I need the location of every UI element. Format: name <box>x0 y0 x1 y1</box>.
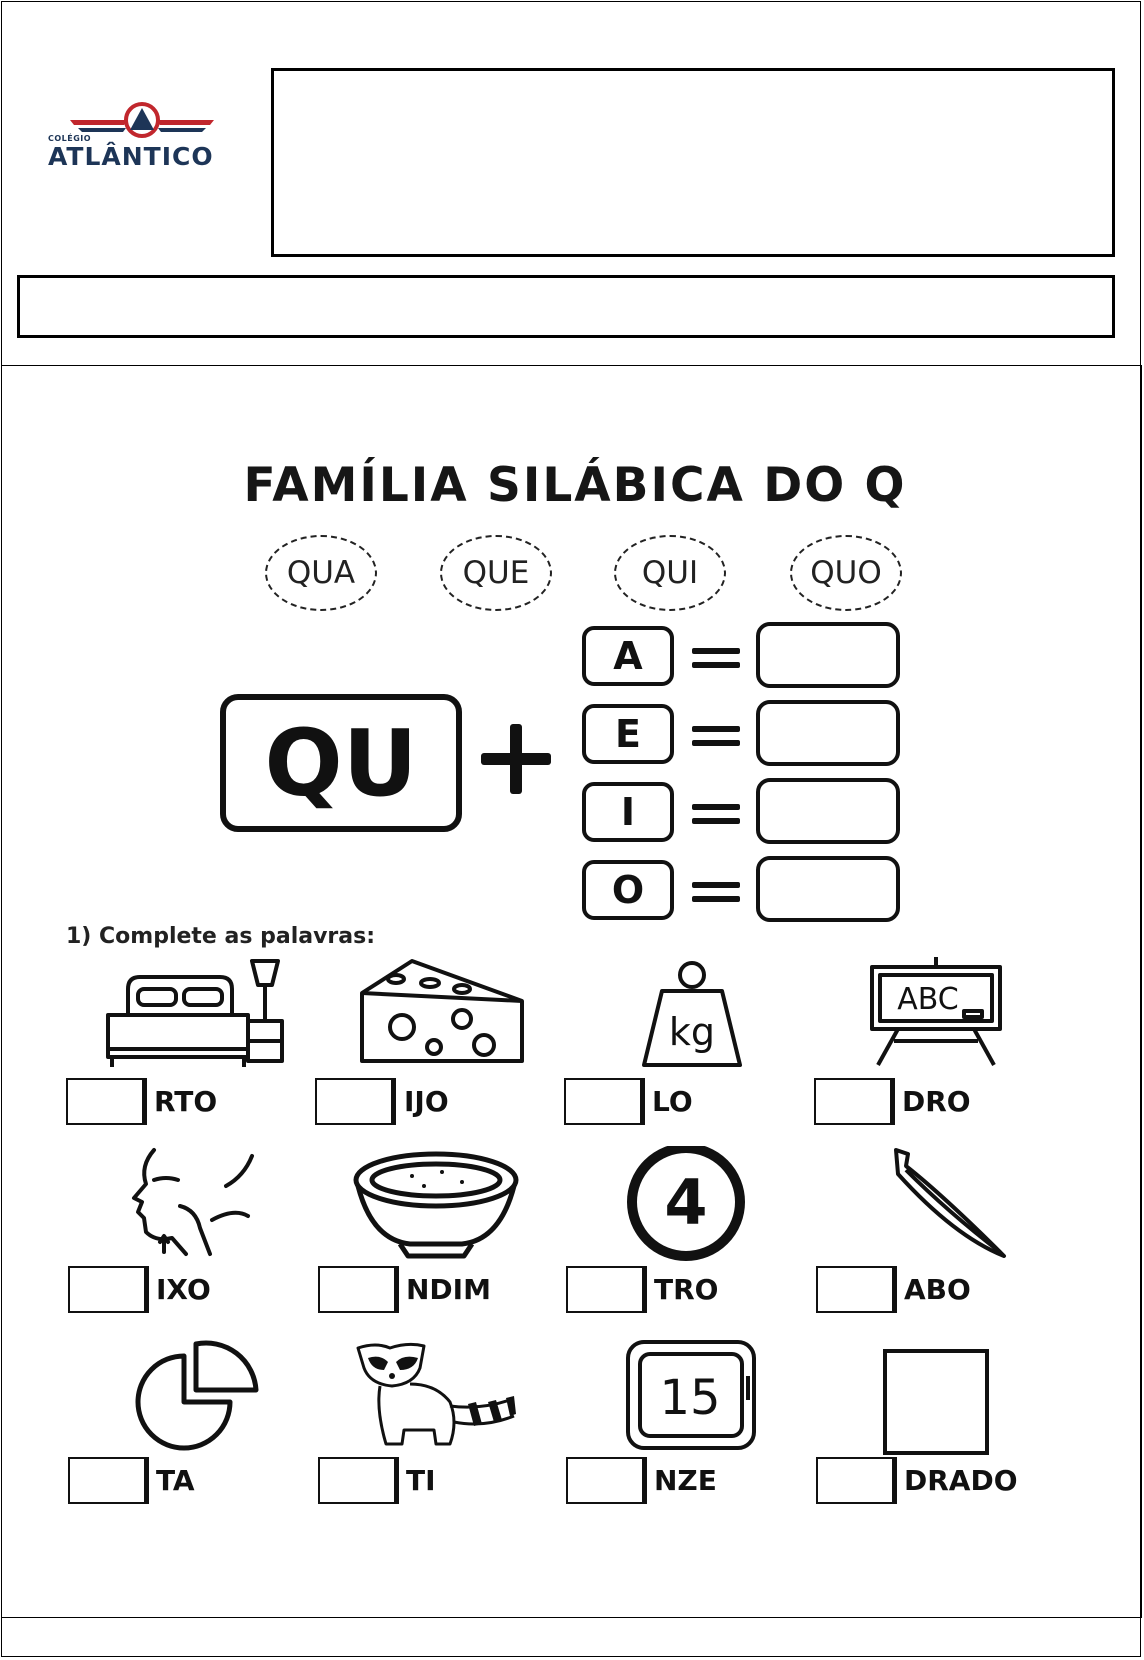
plus-icon <box>481 722 557 798</box>
word-ending: DRO <box>902 1085 971 1118</box>
footer-divider <box>1 1617 1142 1618</box>
syllable-qui: QUI <box>614 535 726 611</box>
equals-icon <box>692 802 740 826</box>
equals-icon <box>692 880 740 904</box>
student-info-box <box>271 68 1115 257</box>
word-ending: TI <box>406 1464 436 1497</box>
letter-box[interactable] <box>816 1457 894 1504</box>
letter-box[interactable] <box>318 1457 396 1504</box>
weight-kg-icon <box>622 955 822 1070</box>
vowel-i: I <box>582 782 674 842</box>
letter-box[interactable] <box>564 1078 642 1125</box>
svg-text:ABC: ABC <box>897 982 959 1017</box>
letter-box[interactable] <box>66 1078 144 1125</box>
blackboard-icon <box>868 955 1068 1070</box>
syllable-que: QUE <box>440 535 552 611</box>
word-ending: TA <box>156 1464 195 1497</box>
worksheet-title: FAMÍLIA SILÁBICA DO Q <box>243 458 907 513</box>
letter-box[interactable] <box>816 1266 894 1313</box>
vowel-o: O <box>582 860 674 920</box>
letter-box[interactable] <box>318 1266 396 1313</box>
calendar-fifteen-icon <box>624 1340 824 1455</box>
word-ending: ABO <box>904 1273 971 1306</box>
syllable-quo: QUO <box>790 535 902 611</box>
raccoon-icon <box>350 1340 550 1455</box>
svg-text:kg: kg <box>668 1010 716 1054</box>
letter-box[interactable] <box>315 1078 393 1125</box>
answer-box-qui[interactable] <box>756 778 900 844</box>
equals-icon <box>692 646 740 670</box>
chin-icon <box>126 1146 326 1261</box>
svg-text:4: 4 <box>664 1166 708 1239</box>
number-four-icon <box>620 1146 820 1261</box>
pie-slice-icon <box>124 1340 324 1455</box>
word-ending: NZE <box>654 1464 717 1497</box>
exercise-instruction: 1) Complete as palavras: <box>66 924 376 949</box>
student-name-box <box>17 275 1115 338</box>
vowel-a: A <box>582 626 674 686</box>
okra-icon <box>884 1146 1084 1261</box>
word-ending: IXO <box>156 1273 211 1306</box>
letter-box[interactable] <box>566 1266 644 1313</box>
answer-box-que[interactable] <box>756 700 900 766</box>
word-ending: DRADO <box>904 1464 1018 1497</box>
word-ending: LO <box>652 1085 693 1118</box>
school-caption: COLÉGIO <box>48 134 92 143</box>
letter-box[interactable] <box>566 1457 644 1504</box>
svg-text:15: 15 <box>659 1370 721 1426</box>
word-ending: NDIM <box>406 1273 491 1306</box>
bed-icon <box>100 955 300 1070</box>
vowel-e: E <box>582 704 674 764</box>
letter-box[interactable] <box>814 1078 892 1125</box>
qu-base-box: QU <box>220 694 462 832</box>
word-ending: IJO <box>404 1085 449 1118</box>
content-right-border <box>1141 365 1142 1617</box>
header-divider <box>1 365 1142 366</box>
word-ending: RTO <box>154 1085 218 1118</box>
school-name: ATLÂNTICO <box>48 142 214 171</box>
syllable-qua: QUA <box>265 535 377 611</box>
square-icon <box>882 1348 1082 1463</box>
answer-box-quo[interactable] <box>756 856 900 922</box>
answer-box-qua[interactable] <box>756 622 900 688</box>
equals-icon <box>692 724 740 748</box>
word-ending: TRO <box>654 1273 719 1306</box>
letter-box[interactable] <box>68 1266 146 1313</box>
pudding-bowl-icon <box>352 1146 552 1261</box>
letter-box[interactable] <box>68 1457 146 1504</box>
cheese-icon <box>352 955 552 1070</box>
